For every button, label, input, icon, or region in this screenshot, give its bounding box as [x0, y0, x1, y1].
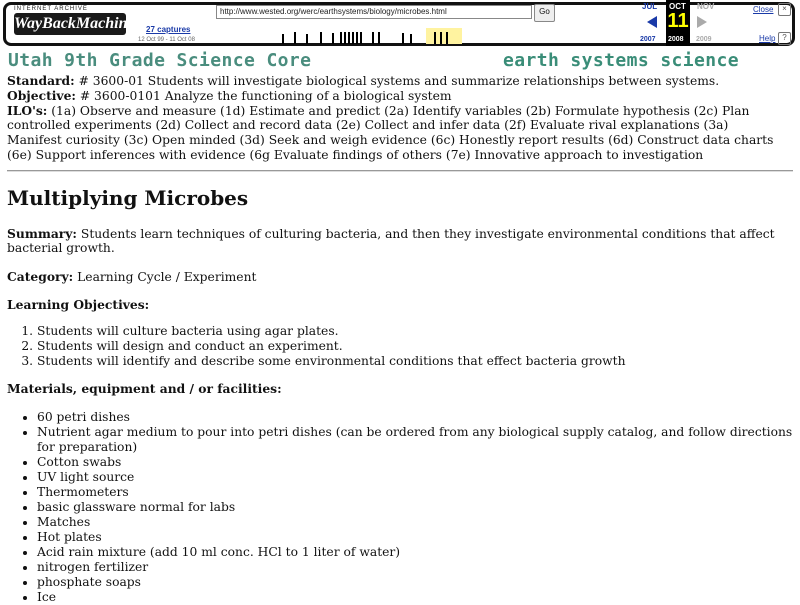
captures-link[interactable]: 27 captures [146, 25, 191, 34]
category [7, 269, 797, 285]
objective-text: # 3600-0101 Analyze the functioning of a biological system [75, 89, 452, 103]
wayback-toolbar [0, 0, 800, 50]
ilo-text-3: Manifest curiosity (3c) Open minded (3d) Seek and weigh evidence (6c) Honestly report results (6d) Construct data charts [7, 133, 774, 147]
summary-text-2: bacterial growth. [7, 241, 115, 255]
ilo-text-4: (6e) Support inferences with evidence (6g Evaluate findings of others (7e) Innovative approach to investigation [7, 148, 704, 162]
list-item: • basic glassware normal for labs [37, 500, 797, 515]
page-title: Multiplying Microbes [7, 186, 249, 210]
current-month: OCT [669, 2, 686, 11]
ilo-label: ILO's: [7, 103, 48, 118]
summary-text-1: Students learn techniques of culturing bacteria, and then they investigate environmental conditions that affect [76, 227, 775, 241]
objective-label: Objective: [7, 88, 76, 103]
help-icon[interactable]: ? [778, 32, 791, 45]
close-icon[interactable]: × [778, 3, 791, 16]
ilo-text-2: controlled experiments (2d) Collect and record data (2e) Collect and infer data (2f) Evaluate rival explanations (3a) [7, 118, 729, 132]
prev-year-link[interactable]: 2007 [640, 36, 656, 43]
close-link[interactable]: Close [753, 5, 774, 14]
next-capture-arrow-icon [697, 16, 707, 28]
help-link[interactable]: Help [759, 34, 776, 43]
prev-capture-arrow-icon[interactable] [647, 16, 657, 28]
current-year: 2008 [668, 36, 684, 43]
category-label: Category: [7, 269, 74, 284]
summary-label: Summary: [7, 226, 77, 241]
ilo-text-1: (1a) Observe and measure (1d) Estimate and predict (2a) Identify variables (2b) Formulate hypothesis (2c) Plan [47, 104, 750, 118]
prev-month-link[interactable]: JUL [642, 2, 658, 11]
next-month: NOV [697, 2, 715, 11]
capture-bars [282, 32, 448, 44]
category-text: Learning Cycle / Experiment [73, 270, 257, 284]
standard-label: Standard: [7, 73, 75, 88]
list-item: • Cotton swabs [37, 455, 797, 470]
materials-heading: Materials, equipment and / or facilities: [7, 381, 282, 396]
list-item: • Acid rain mixture (add 10 ml conc. HCl to 1 liter of water) [37, 545, 797, 560]
objectives-heading: Learning Objectives: [7, 297, 150, 312]
list-item: 3. Students will identify and describe some environmental conditions that effect bacteria growth [37, 354, 797, 369]
list-item: • UV light source [37, 470, 797, 485]
wayback-logo[interactable]: WayBackMachine [14, 13, 126, 35]
objectives-list [7, 324, 797, 369]
summary [7, 226, 797, 242]
current-day: 11 [667, 10, 689, 32]
list-item: • nitrogen fertilizer [37, 560, 797, 575]
standard-text: # 3600-01 Students will investigate biological systems and summarize relationships between systems. [74, 74, 720, 88]
capture-sparkline[interactable] [276, 28, 462, 44]
go-button[interactable]: Go [534, 4, 555, 22]
list-item: 1. Students will culture bacteria using agar plates. [37, 324, 797, 339]
site-banner: earth systems science [503, 50, 739, 71]
materials-list [7, 410, 797, 605]
next-year: 2009 [696, 36, 712, 43]
list-item: • Hot plates [37, 530, 797, 545]
list-item: • Ice [37, 590, 797, 605]
list-item: • Thermometers [37, 485, 797, 500]
current-year-highlight [426, 28, 462, 44]
divider [7, 170, 793, 172]
list-item: • phosphate soaps [37, 575, 797, 590]
url-input[interactable]: http://www.wested.org/werc/earthsystems/biology/microbes.html [216, 5, 532, 19]
course-banner: Utah 9th Grade Science Core [8, 50, 312, 71]
list-item: • 60 petri dishes [37, 410, 797, 425]
list-item: • Matches [37, 515, 797, 530]
archive-caption: INTERNET ARCHIVE [14, 6, 88, 12]
list-item: 2. Students will design and conduct an experiment. [37, 339, 797, 354]
capture-range: 12 Oct 99 - 11 Oct 08 [138, 37, 195, 43]
list-item: • Nutrient agar medium to pour into petri dishes (can be ordered from any biological supply catalog, and follow directions for preparation) [37, 425, 797, 455]
